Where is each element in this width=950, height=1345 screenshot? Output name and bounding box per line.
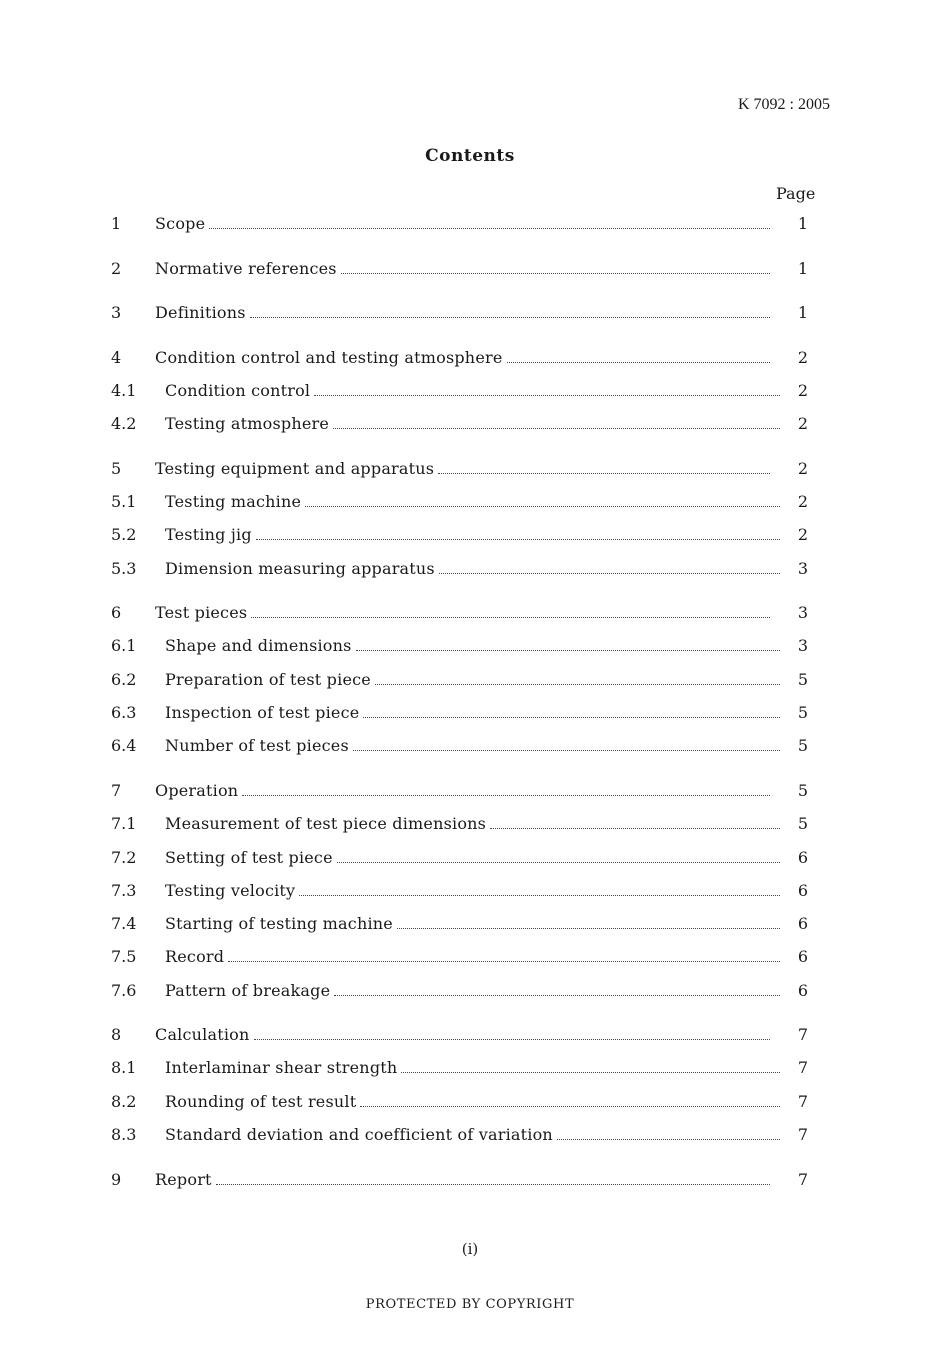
leader-dots — [341, 273, 770, 274]
toc-entry-number: 2 — [111, 258, 122, 278]
copyright-notice: PROTECTED BY COPYRIGHT — [365, 1297, 575, 1312]
toc-entry-page: 6 — [797, 880, 808, 900]
toc-entry-page: 3 — [797, 558, 808, 578]
leader-dots — [250, 317, 770, 318]
contents-title: Contents — [425, 146, 515, 166]
leader-dots — [209, 228, 770, 229]
toc-entry-number: 4.1 — [111, 380, 137, 400]
toc-entry-number: 8.1 — [111, 1057, 137, 1077]
leader-dots — [299, 895, 780, 896]
toc-entry[interactable] — [111, 208, 816, 238]
toc-entry-page: 6 — [797, 980, 808, 1000]
toc-entry-page: 3 — [797, 602, 808, 622]
toc-entry-label: Dimension measuring apparatus — [165, 558, 435, 578]
toc-entry-number: 8.3 — [111, 1124, 137, 1144]
toc-entry-number: 7.6 — [111, 980, 137, 1000]
toc-entry-label: Measurement of test piece dimensions — [165, 813, 487, 833]
toc-entry-number: 7.2 — [111, 847, 137, 867]
toc-subentry[interactable] — [111, 375, 816, 405]
toc-entry-number: 6.4 — [111, 735, 137, 755]
toc-entry-label: Pattern of breakage — [165, 980, 331, 1000]
toc-entry-label: Operation — [155, 780, 239, 800]
toc-subentry[interactable] — [111, 875, 816, 905]
leader-dots — [314, 395, 780, 396]
leader-dots — [401, 1072, 780, 1073]
leader-dots — [305, 506, 780, 507]
leader-dots — [216, 1184, 770, 1185]
leader-dots — [363, 717, 780, 718]
toc-entry-page: 5 — [797, 702, 808, 722]
toc-entry-page: 1 — [797, 213, 808, 233]
toc-entry-label: Rounding of test result — [165, 1091, 357, 1111]
toc-entry-label: Testing jig — [165, 524, 252, 544]
toc-entry-label: Definitions — [155, 302, 246, 322]
toc-entry-label: Shape and dimensions — [165, 635, 352, 655]
toc-entry-page: 1 — [797, 302, 808, 322]
toc-entry-label: Calculation — [155, 1024, 250, 1044]
toc-subentry[interactable] — [111, 975, 816, 1005]
toc-entry-page: 5 — [797, 813, 808, 833]
toc-entry-number: 7.4 — [111, 913, 137, 933]
toc-entry-page: 2 — [797, 491, 808, 511]
toc-entry[interactable] — [111, 775, 816, 805]
toc-entry-number: 5.1 — [111, 491, 137, 511]
toc-entry-label: Standard deviation and coefficient of variation — [165, 1124, 553, 1144]
toc-entry-label: Report — [155, 1169, 212, 1189]
toc-entry[interactable] — [111, 1164, 816, 1194]
leader-dots — [360, 1106, 780, 1107]
toc-entry-page: 2 — [797, 524, 808, 544]
toc-entry-number: 4 — [111, 347, 122, 367]
toc-entry-number: 3 — [111, 302, 122, 322]
toc-entry-label: Testing atmosphere — [165, 413, 330, 433]
toc-entry-label: Condition control and testing atmosphere — [155, 347, 503, 367]
toc-entry-label: Testing machine — [165, 491, 302, 511]
toc-entry-label: Test pieces — [155, 602, 248, 622]
toc-entry-label: Scope — [155, 213, 206, 233]
toc-subentry[interactable] — [111, 730, 816, 760]
toc-entry-number: 9 — [111, 1169, 122, 1189]
toc-entry[interactable] — [111, 253, 816, 283]
toc-subentry[interactable] — [111, 630, 816, 660]
toc-entry-page: 5 — [797, 735, 808, 755]
toc-entry-page: 2 — [797, 380, 808, 400]
leader-dots — [375, 684, 780, 685]
toc-entry-page: 5 — [797, 669, 808, 689]
toc-entry-number: 5.3 — [111, 558, 137, 578]
document-id: K 7092 : 2005 — [738, 96, 830, 113]
toc-entry-number: 6.2 — [111, 669, 137, 689]
toc-entry-page: 7 — [797, 1091, 808, 1111]
toc-subentry[interactable] — [111, 1119, 816, 1149]
toc-entry-number: 5 — [111, 458, 122, 478]
toc-subentry[interactable] — [111, 941, 816, 971]
leader-dots — [228, 961, 780, 962]
toc-entry-page: 2 — [797, 458, 808, 478]
toc-entry-number: 7 — [111, 780, 122, 800]
toc-entry-label: Starting of testing machine — [165, 913, 393, 933]
toc-entry-page: 2 — [797, 347, 808, 367]
toc-entry-number: 6.3 — [111, 702, 137, 722]
toc-entry-page: 7 — [797, 1169, 808, 1189]
toc-entry-label: Interlaminar shear strength — [165, 1057, 398, 1077]
toc-entry-page: 7 — [797, 1057, 808, 1077]
toc-entry-page: 2 — [797, 413, 808, 433]
toc-entry-page: 6 — [797, 946, 808, 966]
toc-subentry[interactable] — [111, 1052, 816, 1082]
toc-entry[interactable] — [111, 1019, 816, 1049]
toc-entry-number: 7.5 — [111, 946, 137, 966]
toc-entry-label: Testing equipment and apparatus — [155, 458, 435, 478]
toc-entry-label: Condition control — [165, 380, 311, 400]
toc-subentry[interactable] — [111, 842, 816, 872]
leader-dots — [337, 862, 780, 863]
toc-entry[interactable] — [111, 297, 816, 327]
toc-entry[interactable] — [111, 342, 816, 372]
leader-dots — [256, 539, 780, 540]
toc-subentry[interactable] — [111, 553, 816, 583]
toc-subentry[interactable] — [111, 408, 816, 438]
leader-dots — [439, 573, 780, 574]
toc-entry-number: 5.2 — [111, 524, 137, 544]
toc-entry-label: Normative references — [155, 258, 337, 278]
toc-entry-page: 6 — [797, 913, 808, 933]
leader-dots — [251, 617, 770, 618]
toc-entry-number: 7.3 — [111, 880, 137, 900]
toc-entry-label: Preparation of test piece — [165, 669, 371, 689]
toc-entry-page: 5 — [797, 780, 808, 800]
toc-entry-number: 6.1 — [111, 635, 137, 655]
toc-entry-number: 7.1 — [111, 813, 137, 833]
toc-subentry[interactable] — [111, 664, 816, 694]
toc-subentry[interactable] — [111, 808, 816, 838]
toc-entry[interactable] — [111, 453, 816, 483]
leader-dots — [254, 1039, 770, 1040]
page-column-heading: Page — [776, 184, 816, 203]
toc-entry-page: 1 — [797, 258, 808, 278]
toc-entry-number: 8.2 — [111, 1091, 137, 1111]
toc-entry-label: Inspection of test piece — [165, 702, 360, 722]
leader-dots — [356, 650, 780, 651]
leader-dots — [333, 428, 780, 429]
leader-dots — [353, 750, 780, 751]
toc-subentry[interactable] — [111, 519, 816, 549]
toc-entry-number: 8 — [111, 1024, 122, 1044]
toc-entry-page: 7 — [797, 1124, 808, 1144]
toc-entry-number: 4.2 — [111, 413, 137, 433]
toc-entry-page: 3 — [797, 635, 808, 655]
leader-dots — [397, 928, 780, 929]
toc-entry[interactable] — [111, 597, 816, 627]
leader-dots — [334, 995, 780, 996]
toc-subentry[interactable] — [111, 908, 816, 938]
toc-entry-number: 6 — [111, 602, 122, 622]
leader-dots — [557, 1139, 780, 1140]
toc-subentry[interactable] — [111, 697, 816, 727]
toc-subentry[interactable] — [111, 486, 816, 516]
page-folio: (i) — [461, 1240, 479, 1258]
toc-entry-label: Number of test pieces — [165, 735, 349, 755]
leader-dots — [438, 473, 770, 474]
leader-dots — [490, 828, 780, 829]
toc-subentry[interactable] — [111, 1086, 816, 1116]
leader-dots — [507, 362, 771, 363]
toc-entry-page: 6 — [797, 847, 808, 867]
toc-entry-label: Testing velocity — [165, 880, 296, 900]
toc-entry-page: 7 — [797, 1024, 808, 1044]
toc-entry-label: Record — [165, 946, 225, 966]
toc-entry-number: 1 — [111, 213, 122, 233]
leader-dots — [242, 795, 770, 796]
toc-entry-label: Setting of test piece — [165, 847, 333, 867]
